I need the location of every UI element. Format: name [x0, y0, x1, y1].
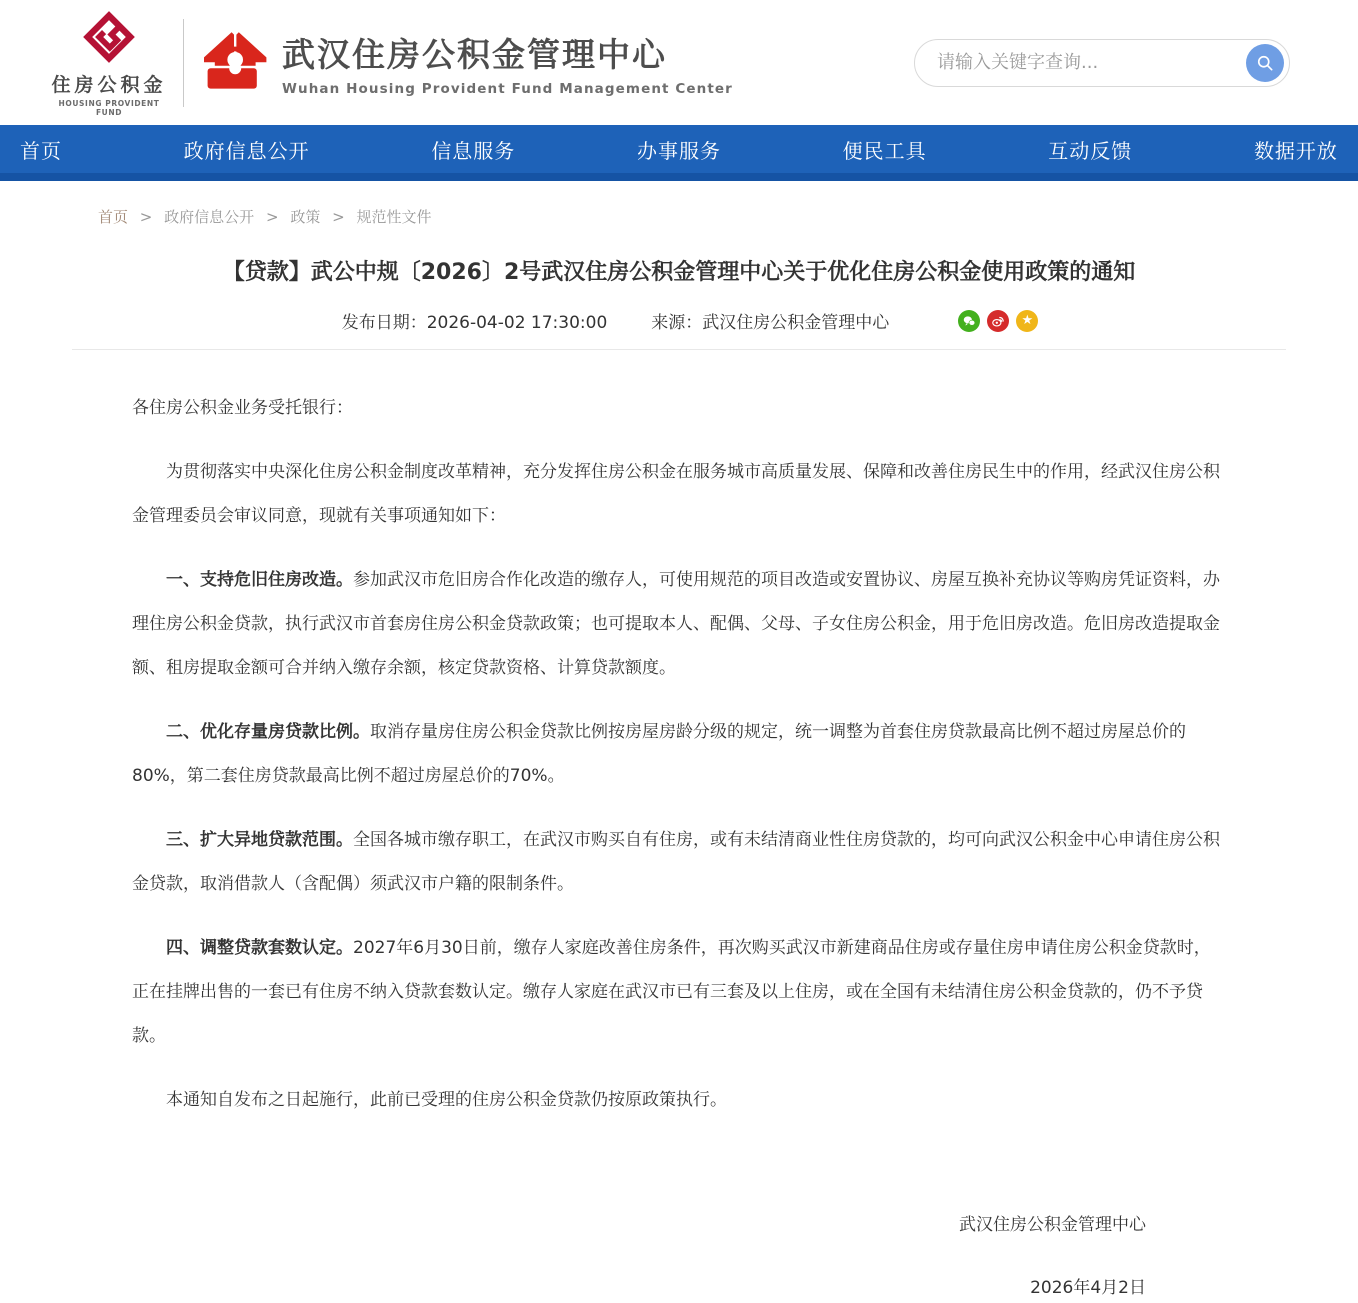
page-title: 【贷款】武公中规〔2026〕2号武汉住房公积金管理中心关于优化住房公积金使用政策的通知 [222, 260, 1136, 285]
header-divider [183, 19, 184, 107]
paragraph: 四、调整贷款套数认定。2027年6月30日前，缴存人家庭改善住房条件，再次购买武汉市新建商品住房或存量住房申请住房公积金贷款时，正在挂牌出售的一套已有住房不纳入贷款套数认定。缴存人家庭在武汉市已有三套及以上住房，或在全国有未结清住房公积金贷款的，仍不予贷款。 [132, 938, 1211, 1046]
center-logo-subtitle: Wuhan Housing Provident Fund Management Center [282, 80, 733, 97]
article-page [72, 206, 1286, 1303]
weibo-share-icon[interactable] [987, 310, 1009, 332]
paragraph: 本通知自发布之日起施行，此前已受理的住房公积金贷款仍按原政策执行。 [166, 1090, 727, 1110]
article-body [72, 350, 1286, 1303]
search-input[interactable] [937, 52, 1246, 73]
paragraph: 二、优化存量房贷款比例。取消存量房住房公积金贷款比例按房屋房龄分级的规定，统一调整为首套住房贷款最高比例不超过房屋总价的80%，第二套住房贷款最高比例不超过房屋总价的70%。 [132, 722, 1186, 786]
center-logo-title: 武汉住房公积金管理中心 [282, 34, 667, 74]
paragraph: 三、扩大异地贷款范围。全国各城市缴存职工，在武汉市购买自有住房，或有未结清商业性住房贷款的，均可向武汉公积金中心申请住房公积金贷款，取消借款人（含配偶）须武汉市户籍的限制条件。 [132, 830, 1220, 894]
nav-item-gov-info[interactable]: 政府信息公开 [183, 138, 310, 163]
publish-date: 发布日期：2026-04-02 17:30:00 [341, 313, 608, 333]
signature-block [132, 1210, 1226, 1303]
signature-org: 武汉住房公积金管理中心 [959, 1215, 1146, 1235]
breadcrumb-separator: > [332, 208, 345, 226]
wechat-share-icon[interactable] [958, 310, 980, 332]
provident-fund-logo-subtitle: HOUSING PROVIDENT FUND [58, 99, 160, 117]
search-icon [1255, 53, 1275, 73]
paragraph: 一、支持危旧住房改造。参加武汉市危旧房合作化改造的缴存人，可使用规范的项目改造或安置协议、房屋互换补充协议等购房凭证资料，办理住房公积金贷款，执行武汉市首套房住房公积金贷款政策；也可提取本人、配偶、父母、子女住房公积金，用于危旧房改造。危旧房改造提取金额、租房提取金额可合并纳入缴存余额，核定贷款资格、计算贷款额度。 [132, 570, 1220, 678]
breadcrumb-gov-info[interactable]: 政府信息公开 [164, 208, 255, 226]
breadcrumb-separator: > [265, 208, 279, 226]
share-buttons [951, 310, 1038, 332]
nav-item-home[interactable]: 首页 [20, 138, 62, 163]
signature-date: 2026年4月2日 [1030, 1278, 1146, 1298]
search-button[interactable] [1246, 44, 1284, 82]
provident-fund-logo[interactable] [45, 8, 173, 117]
nav-item-open-data[interactable]: 数据开放 [1253, 138, 1338, 163]
nav-item-info-service[interactable]: 信息服务 [431, 138, 516, 163]
nav-item-tools[interactable]: 便民工具 [842, 138, 927, 163]
article-meta [72, 308, 1286, 333]
qzone-share-icon[interactable]: ★ [1016, 310, 1038, 332]
source: 来源：武汉住房公积金管理中心 [651, 313, 890, 333]
provident-fund-logo-title: 住房公积金 [51, 74, 167, 96]
paragraph: 为贯彻落实中央深化住房公积金制度改革精神，充分发挥住房公积金在服务城市高质量发展、保障和改善住房民生中的作用，经武汉住房公积金管理委员会审议同意，现就有关事项通知如下： [132, 462, 1220, 526]
breadcrumb-home[interactable]: 首页 [98, 208, 129, 226]
house-icon [198, 25, 270, 97]
provident-fund-logo-icon [45, 8, 173, 66]
main-nav [0, 125, 1358, 181]
nav-item-feedback[interactable]: 互动反馈 [1048, 138, 1133, 163]
nav-item-service[interactable]: 办事服务 [636, 138, 721, 163]
breadcrumb [72, 206, 1286, 227]
search-box [914, 39, 1290, 87]
breadcrumb-separator: > [139, 208, 153, 226]
breadcrumb-policy[interactable]: 政策 [290, 208, 321, 226]
paragraph: 各住房公积金业务受托银行： [132, 398, 353, 418]
site-header [0, 0, 1358, 125]
breadcrumb-normative-docs[interactable]: 规范性文件 [356, 208, 432, 226]
center-logo[interactable] [198, 29, 733, 97]
